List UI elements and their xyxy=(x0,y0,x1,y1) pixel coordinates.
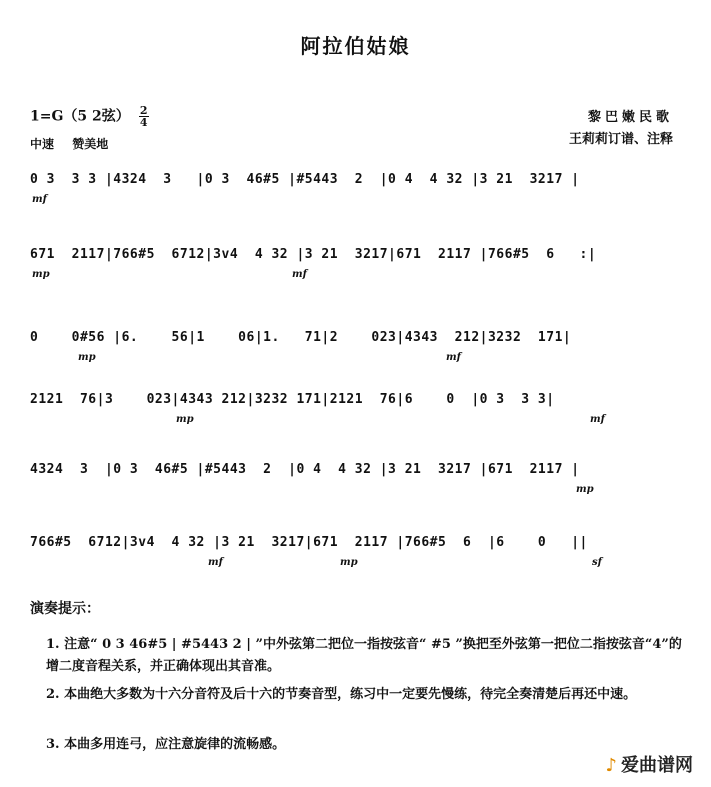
staff-row-1 xyxy=(30,172,680,205)
dynamic-mark: mp xyxy=(576,484,594,495)
dynamic-mark: mp xyxy=(78,352,96,363)
hints-heading: 演奏提示： xyxy=(30,601,100,617)
time-signature xyxy=(139,105,149,128)
credit-arranger: 王莉莉订谱、注释 xyxy=(568,132,673,147)
hint-item-1: 1. 注意“ 0 3 46#5 | #5443 2 | ”中外弦第二把位一指按弦音“ #5 ”换把至外弦第一把位二指按弦音“4”的增二度音程关系，并正确体现出其音准。 xyxy=(46,637,682,674)
dynamic-mark: mf xyxy=(32,194,47,205)
watermark-text: 爱曲谱网 xyxy=(621,755,693,776)
score-title: 阿拉伯姑娘 xyxy=(300,34,411,58)
dynamic-mark: mf xyxy=(446,352,461,363)
staff-row-4 xyxy=(30,392,680,425)
credit-origin: 黎巴嫩民歌 xyxy=(587,110,673,125)
key-label: 1=G（5 2弦） xyxy=(30,108,130,125)
dynamic-mark: mf xyxy=(208,557,223,568)
dynamic-mark: mp xyxy=(176,414,194,425)
tempo-expression: 赞美地 xyxy=(72,137,109,151)
tempo-speed: 中速 xyxy=(30,137,55,151)
hint-item-2: 2. 本曲绝大多数为十六分音符及后十六的节奏音型，练习中一定要先慢练，待完全奏清楚后再还中速。 xyxy=(46,687,637,702)
staff-row-3 xyxy=(30,330,680,363)
tempo-marking xyxy=(30,135,122,152)
time-bottom: 4 xyxy=(139,116,148,129)
row-notes: 4324 3 |0 3 46#5 |#5443 2 |0 4 4 32 |3 21 3217 |671 2117 | xyxy=(30,462,580,477)
time-top: 2 xyxy=(139,104,148,117)
row-notes: 2121 76|3 023|4343 212|3232 171|2121 76|6 0 |0 3 3 3| xyxy=(30,392,555,407)
watermark-logo xyxy=(606,751,694,777)
hint-item-3: 3. 本曲多用连弓，应注意旋律的流畅感。 xyxy=(46,737,286,752)
dynamic-mark: mf xyxy=(590,414,605,425)
row-notes: 0 3 3 3 |4324 3 |0 3 46#5 |#5443 2 |0 4 4 32 |3 21 3217 | xyxy=(30,172,580,187)
dynamic-mark: mf xyxy=(292,269,307,280)
key-signature xyxy=(30,105,149,128)
staff-row-5 xyxy=(30,462,680,495)
staff-row-6 xyxy=(30,535,680,568)
dynamic-mark: mp xyxy=(340,557,358,568)
row-notes: 671 2117|766#5 6712|3v4 4 32 |3 21 3217|671 2117 |766#5 6 :| xyxy=(30,247,597,262)
row-notes: 0 0#56 |6. 56|1 06|1. 71|2 023|4343 212|3232 171| xyxy=(30,330,572,345)
music-note-icon: ♪ xyxy=(605,755,617,776)
staff-row-2 xyxy=(30,247,680,280)
dynamic-mark: sf xyxy=(592,557,602,568)
row-notes: 766#5 6712|3v4 4 32 |3 21 3217|671 2117 |766#5 6 |6 0 || xyxy=(30,535,588,550)
dynamic-mark: mp xyxy=(32,269,50,280)
